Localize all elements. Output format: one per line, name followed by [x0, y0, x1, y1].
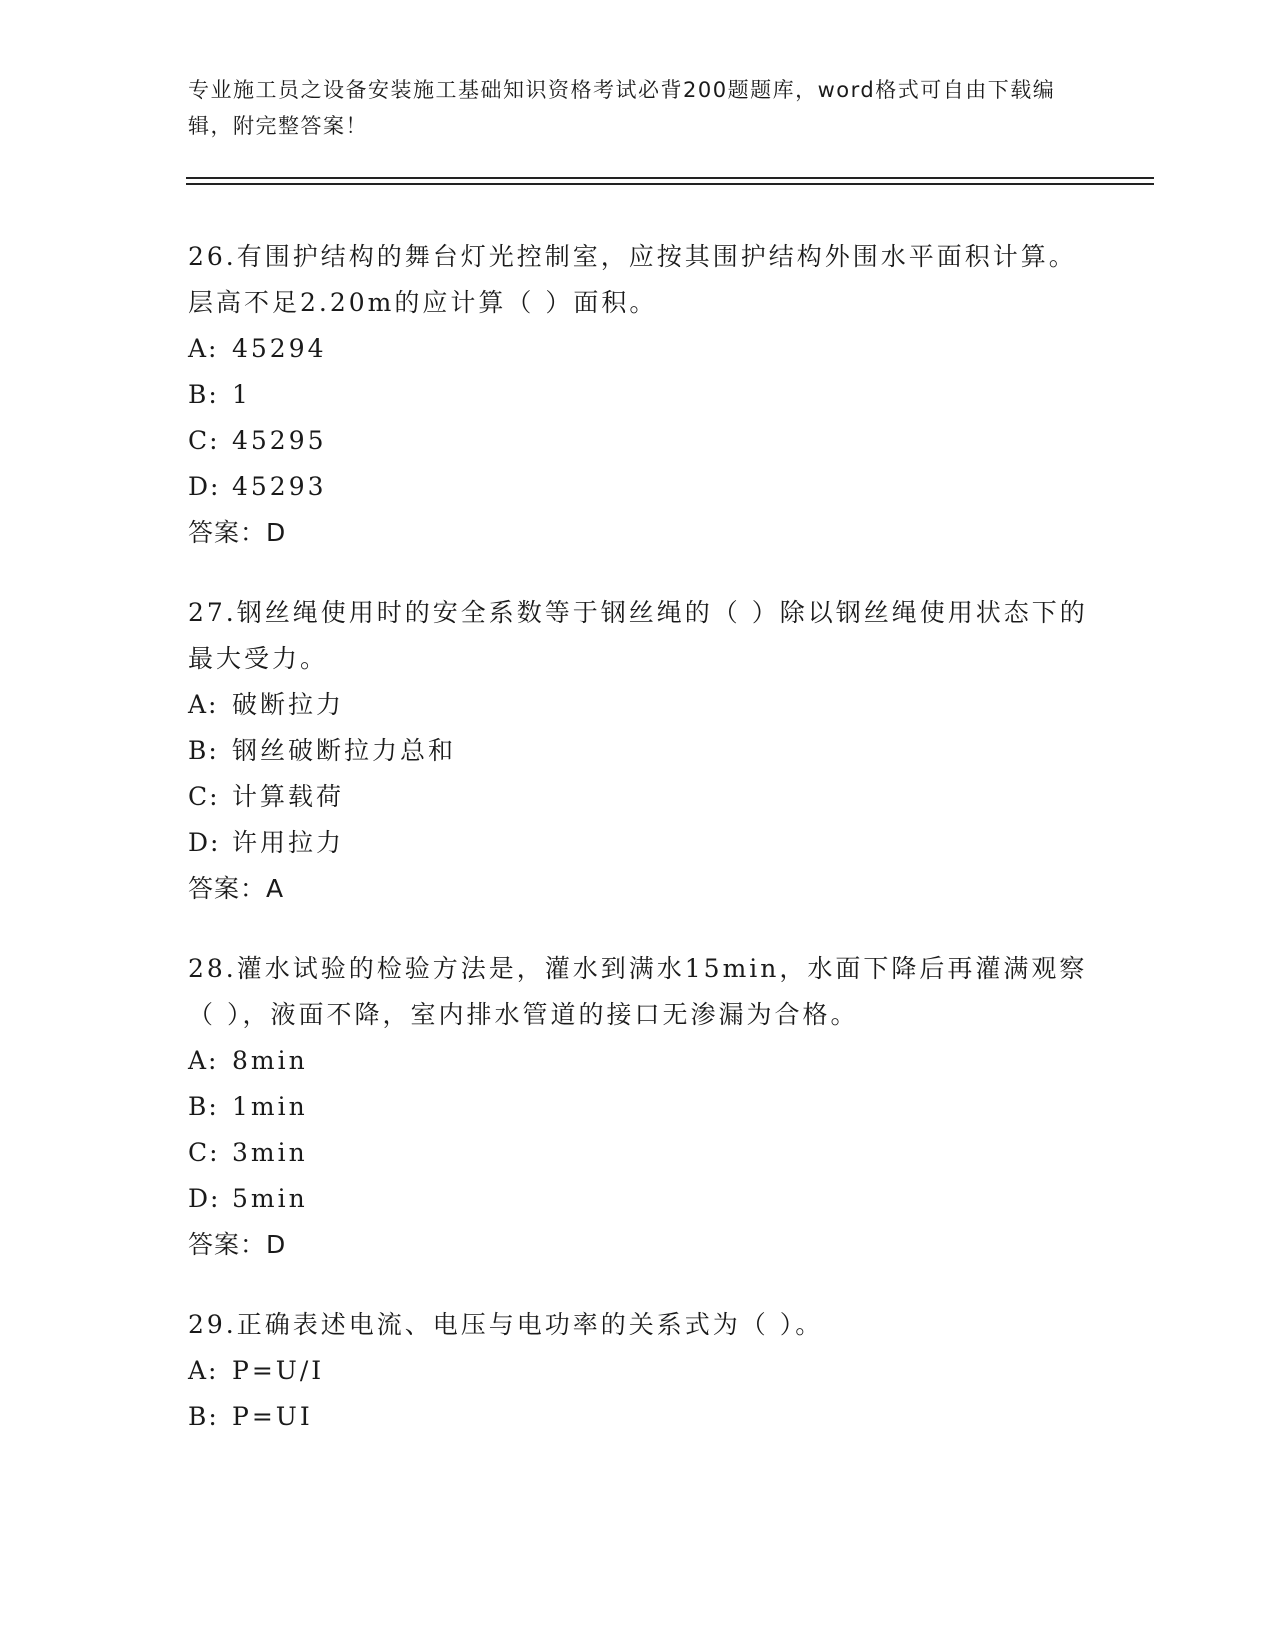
question-text: 29.正确表述电流、电压与电功率的关系式为（ ）。: [188, 1310, 824, 1339]
document-header: 专业施工员之设备安装施工基础知识资格考试必背200题题库，word格式可自由下载编辑，附完整答案！: [188, 78, 1056, 138]
option-letter: D:: [188, 1184, 221, 1213]
question-text: 28.灌水试验的检验方法是，灌水到满水15min，水面下降后再灌满观察（ ），液面不降，室内排水管道的接口无渗漏为合格。: [188, 954, 1088, 1029]
option-a: [188, 682, 1088, 728]
option-letter: A:: [188, 1356, 219, 1385]
option-b: [188, 1084, 1088, 1130]
option-d: [188, 464, 1088, 510]
option-letter: B:: [188, 1092, 219, 1121]
option-c: [188, 1130, 1088, 1176]
answer-line: 答案：D: [188, 1230, 287, 1259]
option-letter: C:: [188, 1138, 220, 1167]
option-a: [188, 1348, 1088, 1394]
question-item: [188, 590, 1088, 912]
question-item: [188, 1302, 1088, 1440]
question-item: [188, 946, 1088, 1268]
option-value: 5min: [232, 1184, 308, 1213]
option-value: 3min: [232, 1138, 308, 1167]
option-letter: A:: [188, 690, 219, 719]
option-letter: C:: [188, 426, 220, 455]
option-value: 8min: [232, 1046, 308, 1075]
option-b: [188, 372, 1088, 418]
option-value: 破断拉力: [232, 690, 345, 719]
question-text: 26.有围护结构的舞台灯光控制室，应按其围护结构外围水平面积计算。层高不足2.20m的应计算（ ）面积。: [188, 242, 1077, 317]
question-item: [188, 234, 1088, 556]
option-letter: B:: [188, 380, 219, 409]
option-b: [188, 1394, 1088, 1440]
option-d: [188, 1176, 1088, 1222]
answer-line: 答案：D: [188, 518, 287, 547]
option-letter: B:: [188, 1402, 219, 1431]
option-value: 45295: [232, 426, 327, 455]
option-letter: A:: [188, 334, 219, 363]
option-value: 许用拉力: [232, 828, 345, 857]
option-letter: A:: [188, 1046, 219, 1075]
option-letter: B:: [188, 736, 219, 765]
option-a: [188, 326, 1088, 372]
option-b: [188, 728, 1088, 774]
option-value: P=U/I: [232, 1356, 325, 1385]
option-value: P=UI: [232, 1402, 313, 1431]
option-value: 计算载荷: [232, 782, 345, 811]
option-c: [188, 418, 1088, 464]
header-divider-top: [186, 177, 1154, 179]
option-value: 钢丝破断拉力总和: [232, 736, 457, 765]
header-divider-bottom: [186, 183, 1154, 185]
option-a: [188, 1038, 1088, 1084]
option-letter: C:: [188, 782, 220, 811]
option-c: [188, 774, 1088, 820]
option-letter: D:: [188, 472, 221, 501]
question-text: 27.钢丝绳使用时的安全系数等于钢丝绳的（ ）除以钢丝绳使用状态下的最大受力。: [188, 598, 1088, 673]
option-value: 45294: [232, 334, 327, 363]
option-value: 45293: [232, 472, 327, 501]
answer-line: 答案：A: [188, 874, 285, 903]
question-list: [188, 234, 1088, 1474]
option-d: [188, 820, 1088, 866]
option-value: 1: [232, 380, 251, 409]
option-value: 1min: [232, 1092, 308, 1121]
option-letter: D:: [188, 828, 221, 857]
